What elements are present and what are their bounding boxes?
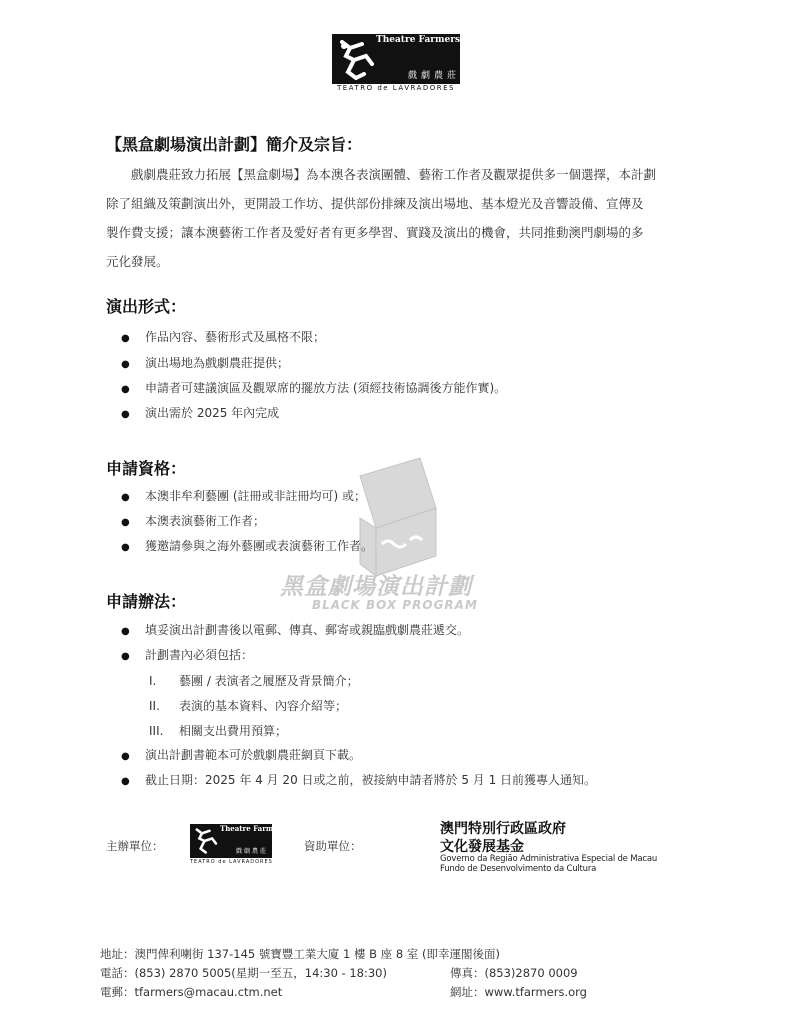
- funder-label: 資助單位：: [304, 839, 362, 853]
- footer-address: 地址：澳門俾利喇街 137-145 號寶豐工業大廈 1 樓 B 座 8 室 (即幸運閣後面): [100, 947, 500, 961]
- method-heading: 申請辦法：: [106, 592, 187, 611]
- list-item: ● 填妥演出計劃書後以電郵、傳真、郵寄或親臨戲劇農莊遞交。: [121, 621, 469, 638]
- list-item: ● 演出場地為戲劇農莊提供；: [121, 354, 289, 371]
- footer-email[interactable]: 電郵：tfarmers@macau.ctm.net: [100, 985, 283, 999]
- sub-list-text: 藝團 / 表演者之履歷及背景簡介；: [179, 674, 359, 688]
- fund-portuguese-line-1: Governo da Região Administrativa Especial de Macau: [440, 854, 658, 864]
- list-item: ● 本澳非牟利藝團 (註冊或非註冊均可) 或；: [121, 487, 366, 504]
- organizer-logo: [190, 824, 286, 866]
- logo-portuguese-text: TEATRO de LAVRADORES: [190, 859, 273, 865]
- footer-phone: 電話：(853) 2870 5005(星期一至五，14:30 - 18:30): [100, 966, 387, 980]
- format-heading: 演出形式：: [106, 297, 187, 316]
- logo-english-text: Theatre Farmers: [220, 824, 286, 833]
- list-item: ● 獲邀請參與之海外藝團或表演藝術工作者。: [121, 537, 373, 554]
- intro-line: 元化發展。: [106, 254, 169, 269]
- sub-list-text: 表演的基本資料、內容介紹等；: [179, 699, 348, 713]
- footer-website[interactable]: 網址：www.tfarmers.org: [450, 985, 587, 999]
- intro-paragraph: [106, 160, 696, 276]
- organizer-label: 主辦單位：: [106, 839, 164, 853]
- logo-block: [332, 34, 460, 84]
- footer-fax: 傳真：(853)2870 0009: [450, 966, 578, 980]
- sub-list-item: [149, 672, 359, 689]
- intro-heading: 【黑盒劇場演出計劃】簡介及宗旨：: [106, 135, 363, 154]
- logo-english-text: Theatre Farmers: [376, 35, 461, 45]
- eligibility-heading: 申請資格：: [106, 459, 187, 478]
- list-item: ● 演出計劃書範本可於戲劇農莊網頁下載。: [121, 746, 361, 763]
- intro-line: 製作費支援；讓本澳藝術工作者及愛好者有更多學習、實踐及演出的機會，共同推動澳門劇場的多: [106, 225, 644, 240]
- list-item: ● 演出需於 2025 年內完成: [121, 404, 279, 421]
- logo-block: [190, 824, 286, 858]
- logo-portuguese-text: TEATRO de LAVRADORES: [337, 84, 455, 92]
- sub-list-number: I.: [149, 674, 157, 688]
- fund-name-line-1: 澳門特別行政區政府: [440, 821, 566, 837]
- watermark-english-text: BLACK BOX PROGRAM: [312, 598, 478, 612]
- theatre-farmers-logo: [332, 34, 460, 94]
- list-item: ● 本澳表演藝術工作者；: [121, 512, 265, 529]
- sub-list-item: [149, 697, 347, 714]
- dancer-figure-icon: [193, 827, 221, 855]
- sub-list-text: 相關支出費用預算；: [179, 724, 288, 738]
- list-item: ● 截止日期：2025 年 4 月 20 日或之前，被接納申請者將於 5 月 1 日前獲專人通知。: [121, 771, 596, 788]
- sub-list-item: [149, 722, 287, 739]
- logo-chinese-text: 戲劇農莊: [236, 848, 269, 855]
- fund-name-line-2: 文化發展基金: [440, 839, 524, 855]
- sub-list-number: III.: [149, 724, 164, 738]
- intro-line: 除了組織及策劃演出外，更開設工作坊、提供部份排練及演出場地、基本燈光及音響設備、宣傳及: [106, 196, 644, 211]
- logo-chinese-text: 戲劇農莊: [408, 71, 461, 81]
- fund-portuguese-line-2: Fundo de Desenvolvimento da Cultura: [440, 864, 597, 874]
- dancer-figure-icon: [336, 38, 380, 82]
- watermark-chinese-text: 黑盒劇場演出計劃: [280, 574, 472, 600]
- list-item: ● 申請者可建議演區及觀眾席的擺放方法 (須經技術協調後方能作實)。: [121, 379, 506, 396]
- intro-line: 戲劇農莊致力拓展【黑盒劇場】為本澳各表演團體、藝術工作者及觀眾提供多一個選擇，本計劃: [131, 167, 657, 182]
- list-item: ● 作品內容、藝術形式及風格不限；: [121, 328, 325, 345]
- sub-list-number: II.: [149, 699, 160, 713]
- list-item: ● 計劃書內必須包括：: [121, 646, 253, 663]
